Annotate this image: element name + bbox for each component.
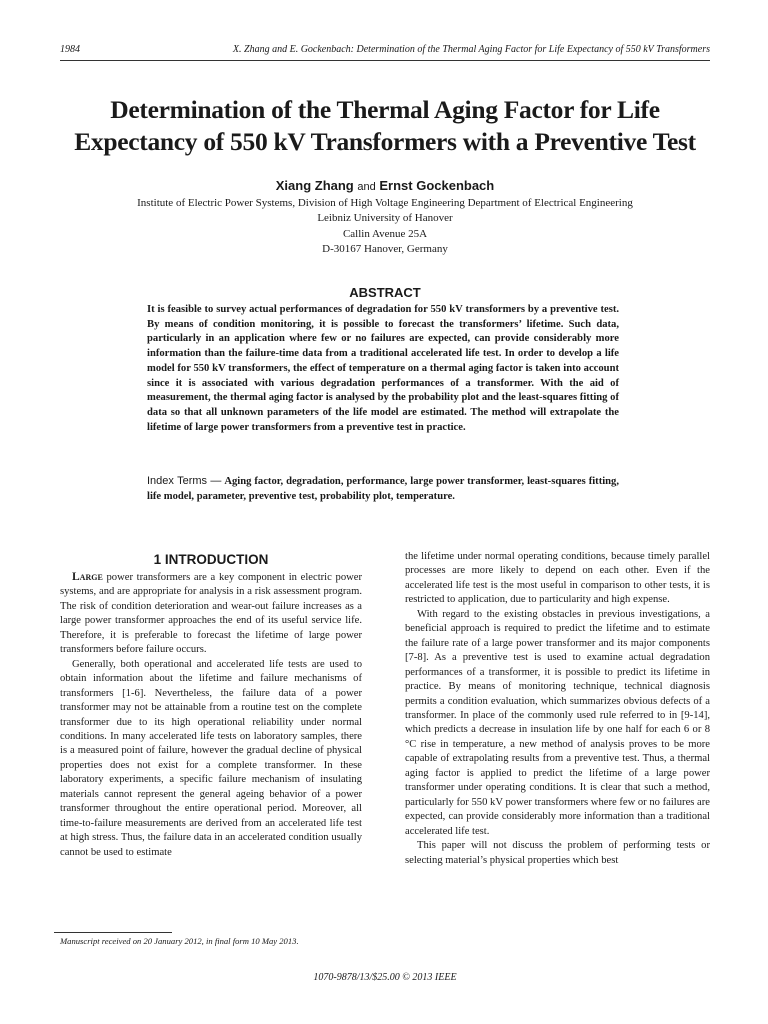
lead-word: Large (72, 571, 103, 583)
affiliation-line: Callin Avenue 25A (342, 227, 428, 240)
page-number: 1984 (60, 44, 80, 55)
author-line (60, 178, 710, 193)
abstract-text: It is feasible to survey actual performances of degradation for 550 kV transformers by a preventive test. By means of condition monitoring, it is possible to forecast the transformers’ lifetime. Such data, particularly in an application where few or no failures are expected, can provide considerably more information than the failure-time data from a traditional accelerated life test. In order to develop a life model for 550 kV transformers, the effect of temperature on a thermal aging factor is taken into account since it is associated with various degradation performances of a transformer. With the aid of measurement, the thermal aging factor is analysed by the probability plot and the least-squares fitting of data so that all unknown parameters of the life model are estimated. The method will extrapolate the lifetime of large power transformers from a preventive test in practice. (147, 304, 619, 433)
running-title: X. Zhang and E. Gockenbach: Determination of the Thermal Aging Factor for Life Expectancy of 550 kV Transformers (232, 44, 710, 55)
header-rule (60, 60, 710, 61)
copyright-footer: 1070-9878/13/$25.00 © 2013 IEEE (313, 972, 457, 983)
body-paragraph: the lifetime under normal operating conditions, because timely parallel processes are more likely to depend on each other. Even if the accelerated life test is the most useful in comparison to other tests, it is restricted to application, due to particularity and high expense. (405, 551, 710, 606)
author-conjunction: and (357, 181, 376, 193)
paper-title (30, 94, 740, 158)
body-paragraph: With regard to the existing obstacles in previous investigations, a beneficial approach is required to predict the lifetime and to estimate the failure rate of a large power transformer and its major components [7-8]. As a preventive test is used to examine actual degradation performances of a transformer, it is possible to predict its lifetime in practice. By means of monitoring technique, technical diagnosis permits a condition evaluation, which summarizes obvious defects of a transformer. In place of the commonly used rule referred to in [9-14], which predicts a decrease in insulation life by one half for each 6 or 8 °C rise in temperature, a new method of analysis proves to be more capable of extrapolating results from a preventive test. Thus, a thermal aging factor is applied to predict the lifetime of a large power transformer under operating conditions. It is clear that such a method, particularly for 550 kV power transformers where few or no failures are expected, can provide considerably more information than a traditional accelerated life test. (405, 608, 710, 837)
author-name: Xiang Zhang (275, 178, 354, 193)
index-terms-label: Index Terms — (147, 475, 222, 487)
index-terms-text: Aging factor, degradation, performance, large power transformer, least-squares fitting, life model, parameter, preventive test, probability plot, temperature. (147, 476, 620, 502)
body-paragraph (60, 570, 362, 658)
paragraph-text: power transformers are a key component in electric power systems, and are appropriate for analysis in a risk assessment program. The risk of condition deterioration and wear-out failure increases as a large power transformer approaches the end of its useful service life. Therefore, it is preferable to forecast the lifetime of large power transformers before failure occurs. (60, 572, 362, 656)
body-paragraph: This paper will not discuss the problem of performing tests or selecting material’s physical properties which best (405, 840, 710, 866)
affiliation-line: D-30167 Hanover, Germany (322, 242, 448, 255)
title-line-2: Expectancy of 550 kV Transformers with a Preventive Test (74, 127, 696, 156)
affiliation-line: Institute of Electric Power Systems, Division of High Voltage Engineering Department of Electrical Engineering (137, 197, 633, 209)
footnote-rule (54, 932, 172, 933)
right-column (405, 550, 710, 868)
affiliation-block (60, 196, 710, 257)
section-heading: 1 INTRODUCTION (153, 552, 269, 567)
footnote: Manuscript received on 20 January 2012, in final form 10 May 2013. (60, 936, 299, 946)
affiliation-line: Leibniz University of Hanover (317, 212, 453, 225)
author-name: Ernst Gockenbach (379, 178, 495, 193)
left-column (60, 550, 362, 860)
title-line-1: Determination of the Thermal Aging Factor for Life (110, 95, 660, 124)
body-paragraph: Generally, both operational and accelerated life tests are used to obtain information about the lifetime and failure mechanisms of transformers [1-6]. Nevertheless, the failure data of a power transformer may not be attainable from a routine test on the complete transformer due to its high operational reliability under normal conditions. In many accelerated life tests on laboratory samples, there is a measured point of failure, however the gradual decline of physical properties does not exist for a complete transformer. In these laboratory experiments, a specific failure mechanism of insulating materials cannot represent the general ageing behavior of a power transformer throughout the entire operational period. Moreover, all time-to-failure measurements are derived from an accelerated life test at high stress. Thus, the failure data in an accelerated condition usually cannot be used to estimate (60, 658, 362, 858)
index-terms (147, 474, 619, 504)
abstract-heading: ABSTRACT (349, 285, 421, 300)
